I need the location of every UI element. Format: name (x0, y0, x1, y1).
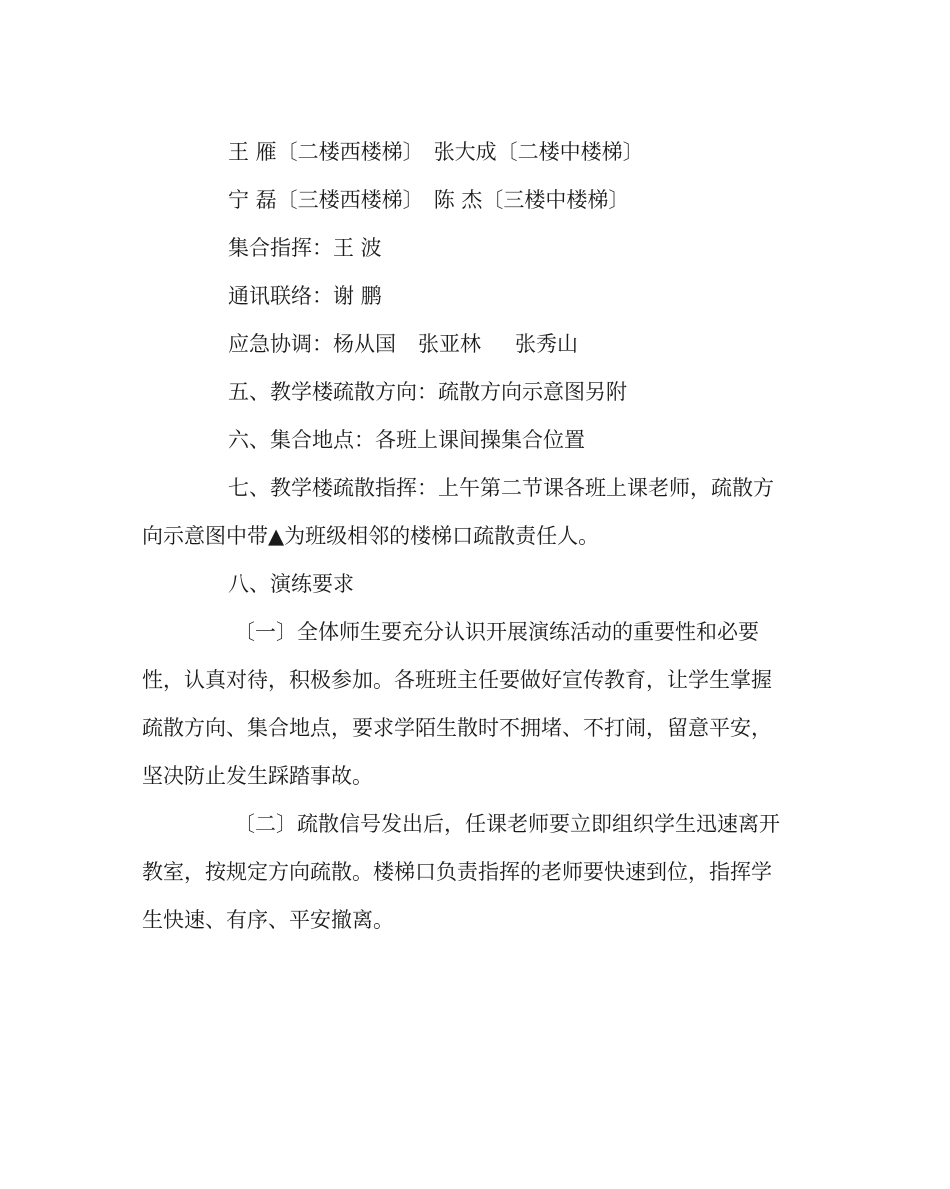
staff-line-2nd-floor (142, 128, 802, 176)
coordinator-2: 张亚林 (418, 332, 481, 356)
section-5-heading: 五、教学楼疏散方向：疏散方向示意图另附 (228, 380, 627, 404)
requirement-2-line-1: 〔二〕疏散信号发出后，任课老师要立即组织学生迅速离开 (234, 812, 780, 836)
section-8-heading: 八、演练要求 (228, 572, 354, 596)
staff-mid-stair-2f: 张大成〔二楼中楼梯〕 (433, 140, 644, 164)
requirement-1-line-3: 疏散方向、集合地点，要求学陌生散时不拥堵、不打闹，留意平安， (142, 716, 772, 740)
section-7-line-2: 向示意图中带▲为班级相邻的楼梯口疏散责任人。 (142, 524, 600, 548)
coordinator-3: 张秀山 (515, 332, 578, 356)
assembly-commander-line: 集合指挥：王 波 (228, 236, 382, 260)
section-7-line-1: 七、教学楼疏散指挥：上午第二节课各班上课老师，疏散方 (228, 476, 774, 500)
staff-mid-stair-3f: 陈 杰〔三楼中楼梯〕 (433, 188, 630, 212)
emergency-coordination-line (142, 320, 802, 368)
communication-line: 通讯联络：谢 鹏 (228, 284, 382, 308)
requirement-1-line-4: 坚决防止发生踩踏事故。 (142, 764, 373, 788)
staff-west-stair-2f: 王 雁〔二楼西楼梯〕 (228, 140, 424, 164)
staff-line-3rd-floor (142, 176, 802, 224)
requirement-2-line-3: 生快速、有序、平安撤离。 (142, 908, 394, 932)
document-body (142, 128, 802, 944)
coordinator-1: 应急协调：杨从国 (228, 332, 396, 356)
section-6-heading: 六、集合地点：各班上课间操集合位置 (228, 428, 585, 452)
requirement-1-line-1: 〔一〕全体师生要充分认识开展演练活动的重要性和必要 (234, 620, 759, 644)
requirement-1-line-2: 性，认真对待，积极参加。各班班主任要做好宣传教育，让学生掌握 (142, 668, 772, 692)
staff-west-stair-3f: 宁 磊〔三楼西楼梯〕 (228, 188, 424, 212)
requirement-2-line-2: 教室，按规定方向疏散。楼梯口负责指挥的老师要快速到位，指挥学 (142, 860, 772, 884)
